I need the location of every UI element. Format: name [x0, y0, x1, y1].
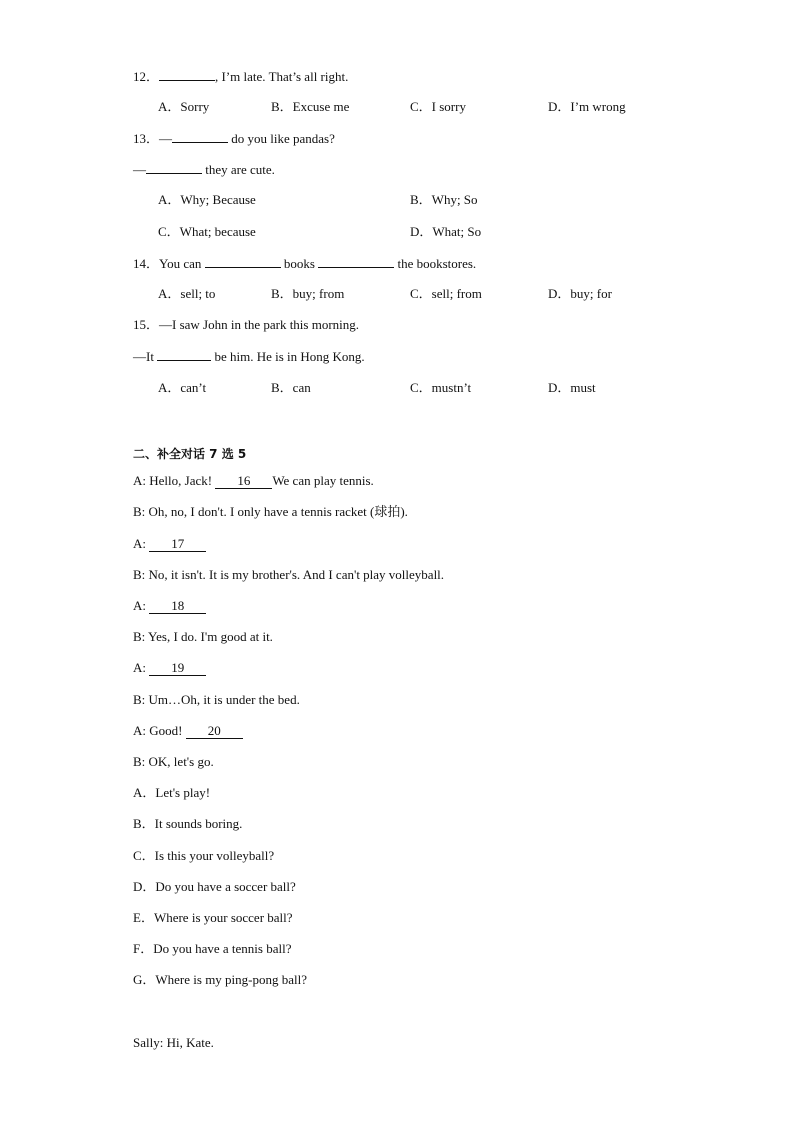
dialog-line-4: B: No, it isn't. It is my brother's. And I can't play volleyball. — [133, 567, 445, 582]
answer-blank — [159, 68, 215, 81]
option-b: B．buy; from — [271, 286, 345, 301]
option-a: A．can’t — [158, 380, 207, 395]
dialog-line-10: B: OK, let's go. — [133, 754, 214, 769]
option-b: B．Excuse me — [271, 99, 350, 114]
dialog-text: A: Hello, Jack! — [133, 473, 216, 488]
option-d: D．What; So — [410, 224, 482, 239]
answer-blank — [146, 161, 202, 174]
dialog-line-6: B: Yes, I do. I'm good at it. — [133, 629, 273, 644]
blank-20: 20 — [186, 724, 243, 739]
dialog-text: A: — [133, 660, 150, 675]
dialog-line-5 — [133, 598, 206, 614]
choice-d: D．Do you have a soccer ball? — [133, 879, 296, 894]
option-c: C．What; because — [158, 224, 256, 239]
question-15-reply — [133, 348, 365, 365]
option-b: B．can — [271, 380, 311, 395]
answer-blank — [205, 255, 281, 268]
option-a: A．Sorry — [158, 99, 210, 114]
dialog-line-8: B: Um…Oh, it is under the bed. — [133, 692, 300, 707]
question-number: 12． — [133, 69, 160, 84]
section-heading: 二、补全对话 7 选 5 — [133, 447, 247, 461]
dialog-text: We can play tennis. — [272, 473, 374, 488]
dialog-text: A: — [133, 598, 150, 613]
question-text: books — [280, 256, 319, 271]
blank-19: 19 — [149, 661, 206, 676]
dialog-line-3 — [133, 536, 206, 552]
option-c: C．mustn’t — [410, 380, 472, 395]
question-15: 15．—I saw John in the park this morning. — [133, 317, 360, 332]
blank-17: 17 — [149, 537, 206, 552]
choice-f: F．Do you have a tennis ball? — [133, 941, 292, 956]
option-a: A．Why; Because — [158, 192, 256, 207]
option-d: D．buy; for — [548, 286, 612, 301]
question-14 — [133, 255, 476, 272]
option-d: D．must — [548, 380, 596, 395]
next-dialog-line: Sally: Hi, Kate. — [133, 1035, 214, 1050]
dialog-line-9 — [133, 723, 243, 739]
option-b: B．Why; So — [410, 192, 478, 207]
dialog-line-1 — [133, 473, 374, 489]
question-13-reply — [133, 161, 275, 178]
question-text: do you like pandas? — [228, 131, 335, 146]
choice-g: G．Where is my ping-pong ball? — [133, 972, 308, 987]
choice-a: A．Let's play! — [133, 785, 211, 800]
blank-18: 18 — [149, 599, 206, 614]
answer-blank — [172, 130, 228, 143]
question-text: the bookstores. — [394, 256, 477, 271]
dialog-text: A: Good! — [133, 723, 186, 738]
question-number: 13．— — [133, 131, 173, 146]
question-12 — [133, 68, 348, 85]
dash: — — [133, 162, 146, 177]
option-c: C．I sorry — [410, 99, 466, 114]
question-text: —It — [133, 349, 158, 364]
question-13 — [133, 130, 335, 147]
choice-b: B．It sounds boring. — [133, 816, 243, 831]
option-a: A．sell; to — [158, 286, 216, 301]
question-text: they are cute. — [202, 162, 275, 177]
option-d: D．I’m wrong — [548, 99, 626, 114]
question-text: , I’m late. That’s all right. — [215, 69, 349, 84]
option-c: C．sell; from — [410, 286, 482, 301]
question-number: 14．You can — [133, 256, 205, 271]
choice-e: E．Where is your soccer ball? — [133, 910, 293, 925]
blank-16: 16 — [215, 474, 272, 489]
question-text: be him. He is in Hong Kong. — [211, 349, 365, 364]
dialog-line-7 — [133, 660, 206, 676]
choice-c: C．Is this your volleyball? — [133, 848, 275, 863]
dialog-line-2: B: Oh, no, I don't. I only have a tennis racket (球拍). — [133, 504, 408, 519]
answer-blank — [157, 348, 211, 361]
dialog-text: A: — [133, 536, 150, 551]
answer-blank — [318, 255, 394, 268]
